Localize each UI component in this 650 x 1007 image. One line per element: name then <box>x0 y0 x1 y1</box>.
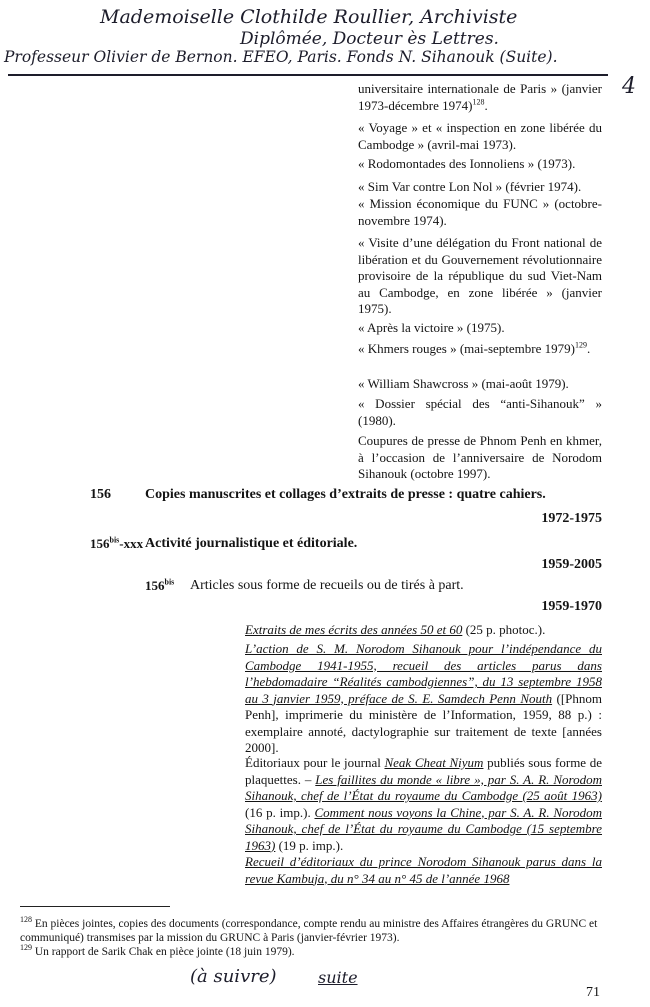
detail-paragraph <box>245 854 602 887</box>
list-item: « Visite d’une délégation du Front national de libération et du Gouvernement révolutionnaire provisoire de la république du sud Viet-Nam au Cambodge, en zone libérée » (janvier 1975). <box>358 235 602 316</box>
footnote-ref: 129 <box>574 340 587 350</box>
list-item: « William Shawcross » (mai-août 1979). <box>358 376 569 391</box>
detail-paragraph: L’action de S. M. Norodom Sihanouk pour l’indépendance du Cambodge 1941-1955, recueil des articles parus dans l’hebdomadaire “Réalités cambodgiennes”, du 13 septembre 1958 au 3 janvier 1959, préface de S. E. Samdech Penn Nouth ([Phnom Penh], imprimerie du ministère de l’Information, 1959, 88 p.) : exemplaire annoté, dactylographie sur traitement de texte [années 2000]. <box>245 641 603 755</box>
list-item: « Sim Var contre Lon Nol » (février 1974). <box>358 179 582 194</box>
margin-page-mark: 4 <box>622 74 636 99</box>
handwritten-header-line1: Mademoiselle Clothilde Roullier, Archiviste <box>100 6 518 28</box>
entry-dates: 1972-1975 <box>541 511 602 526</box>
entry-number: $156^{bis}$-xxx <box>90 535 144 551</box>
footnote-ref: 128 <box>472 97 485 107</box>
entry-number: $156^{bis}$ <box>145 577 175 593</box>
list-item: « Voyage » et « inspection en zone libérée du Cambodge » (avril-mai 1973). <box>358 120 602 152</box>
entry-number: 156 <box>90 487 111 502</box>
list-item: « Rodomontades des Ionnoliens » (1973). <box>358 156 576 171</box>
document-title: Extraits de mes écrits des années 50 et 60 <box>245 622 463 637</box>
handwritten-suite: suite <box>318 968 358 987</box>
footnote-separator <box>20 906 170 907</box>
entry-title: Copies manuscrites et collages d’extraits de presse : quatre cahiers. <box>145 487 546 502</box>
footnote: $^{129}$ Un rapport de Sarik Chak en pièce jointe (18 juin 1979). <box>20 943 295 958</box>
list-item: « Mission économique du FUNC » (octobre-novembre 1974). <box>358 196 602 228</box>
list-item: « Après la victoire » (1975). <box>358 320 505 335</box>
document-title: Les faillites du monde « libre », par S. A. R. Norodom Sihanouk, chef de l’État du royaume du Cambodge (25 août 1963) <box>245 771 602 803</box>
page-number: 71 <box>586 985 600 1000</box>
list-item: Coupures de presse de Phnom Penh en khmer, à l’occasion de l’anniversaire de Norodom Sihanouk (octobre 1997). <box>358 433 602 481</box>
entry-title: Activité journalistique et éditoriale. <box>145 536 358 551</box>
handwritten-header-line2: Diplômée, Docteur ès Lettres. <box>240 29 499 49</box>
list-item: « Khmers rouges » (mai-septembre 1979)$^{129}$. <box>358 340 591 356</box>
list-item: « Dossier spécial des “anti-Sihanouk” » (1980). <box>358 396 602 428</box>
list-item: universitaire internationale de Paris » (janvier 1973-décembre 1974)$^{128}$. <box>358 81 602 113</box>
handwritten-to-be-continued: (à suivre) <box>190 966 277 987</box>
entry-dates: 1959-1970 <box>541 599 602 614</box>
detail-paragraph: Extraits de mes écrits des années 50 et 60 (25 p. photoc.). <box>245 622 546 637</box>
entry-dates: 1959-2005 <box>541 557 602 572</box>
entry-title: Articles sous forme de recueils ou de tirés à part. <box>190 578 464 593</box>
journal-title: Neak Cheat Niyum <box>384 755 484 770</box>
detail-paragraph: Éditoriaux pour le journal Neak Cheat Niyum publiés sous forme de plaquettes. – Les faillites du monde « libre », par S. A. R. Norodom Sihanouk, chef de l’État du royaume du Cambodge (25 août 1963) (16 p. imp.). Comment nous voyons la Chine, par S. A. R. Norodom Sihanouk, chef de l’État du royaume du Cambodge (15 septembre 1963) (19 p. imp.). <box>245 755 602 853</box>
document-title: L’action de S. M. Norodom Sihanouk pour l’indépendance du Cambodge 1941-1955, recueil des articles parus dans l’hebdomadaire “Réalités cambodgiennes”, du 13 septembre 1958 au 3 janvier 1959, préface de S. E. Samdech Penn Nouth <box>245 641 602 706</box>
footnote: $^{128}$ En pièces jointes, copies des documents (correspondance, compte rendu au ministre des Affaires étrangères du GRUNC et communiqué) transmises par la mission du GRUNC à Paris (janvier-février 1973). <box>20 915 598 944</box>
document-title: Comment nous voyons la Chine, par S. A. R. Norodom Sihanouk, chef de l’État du royaume du Cambodge (15 septembre 1963) <box>245 804 602 853</box>
handwritten-header-line3: Professeur Olivier de Bernon. EFEO, Paris. Fonds N. Sihanouk (Suite). <box>4 48 558 66</box>
document-title: Recueil d’éditoriaux du prince Norodom Sihanouk parus dans la revue Kambuja, du n° 34 au n° 45 de l’année 1968 <box>245 854 602 886</box>
header-underline <box>8 74 608 76</box>
